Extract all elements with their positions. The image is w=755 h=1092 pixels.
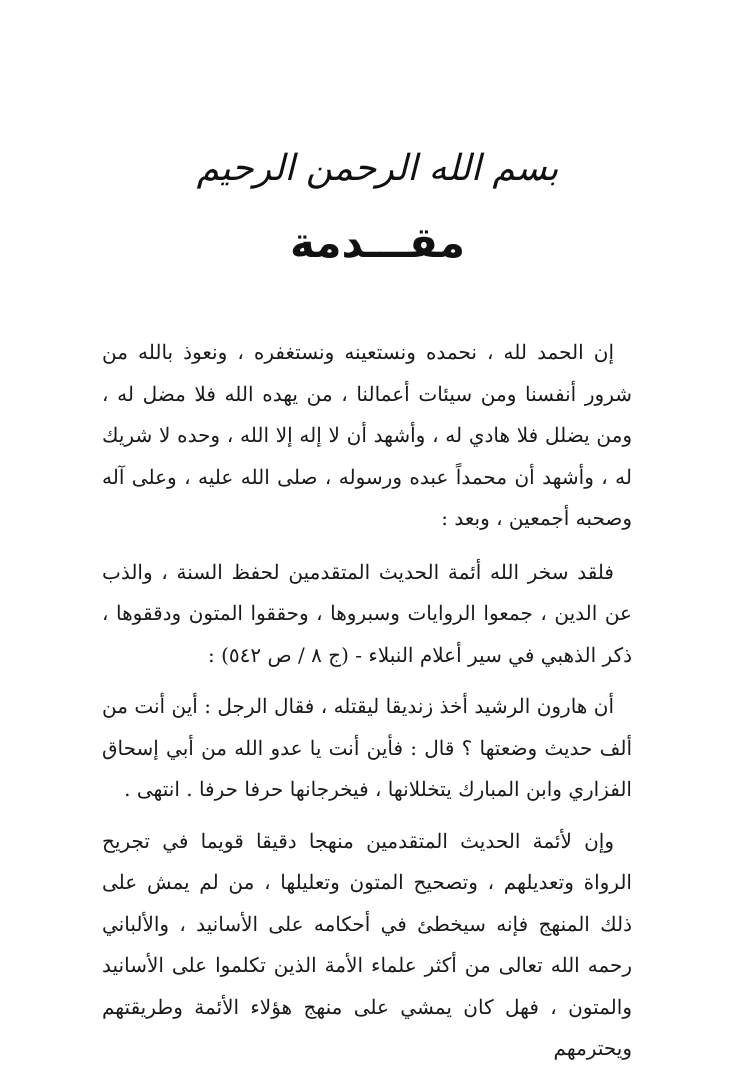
page-title: مقـــدمة bbox=[289, 218, 466, 267]
paragraph-praise: إن الحمد لله ، نحمده ونستعينه ونستغفره ، ونعوذ بالله من شرور أنفسنا ومن سيئات أعمالنا ، من يهده الله فلا مضل له ، ومن يضلل فلا هادي له ، وأشهد أن لا إله إلا الله ، وحده لا شريك له ، وأشهد أن محمداً عبده ورسوله ، صلى الله عليه ، وعلى آله وصحبه أجمعين ، وبعد : bbox=[102, 340, 632, 530]
body-text bbox=[102, 332, 632, 1082]
paragraph-hadith-imams: فلقد سخر الله أئمة الحديث المتقدمين لحفظ السنة ، والذب عن الدين ، جمعوا الروايات وسبروها ، وحققوا المتون ودققوها ، ذكر الذهبي في سير أعلام النبلاء - (ج ٨ / ص ٥٤٢) : bbox=[102, 559, 632, 667]
paragraph-harun-story: أن هارون الرشيد أخذ زنديقا ليقتله ، فقال الرجل : أين أنت من ألف حديث وضعتها ؟ قال : فأين أنت يا عدو الله من أبي إسحاق الفزاري وابن المبارك يتخللانها ، فيخرجانها حرفا حرفا . انتهى . bbox=[102, 694, 632, 801]
paragraph-methodology: وإن لأئمة الحديث المتقدمين منهجا دقيقا قويما في تجريح الرواة وتعديلهم ، وتصحيح المتون وتعليلها ، من لم يمش على ذلك المنهج فإنه سيخطئ في أحكامه على الأسانيد ، والألباني رحمه الله تعالى من أكثر علماء الأمة الذين تكلموا على الأسانيد والمتون ، فهل كان يمشي على منهج هؤلاء الأئمة وطريقتهم ويحترمهم bbox=[102, 828, 632, 1060]
basmala-heading: بسم الله الرحمن الرحيم bbox=[196, 148, 559, 189]
